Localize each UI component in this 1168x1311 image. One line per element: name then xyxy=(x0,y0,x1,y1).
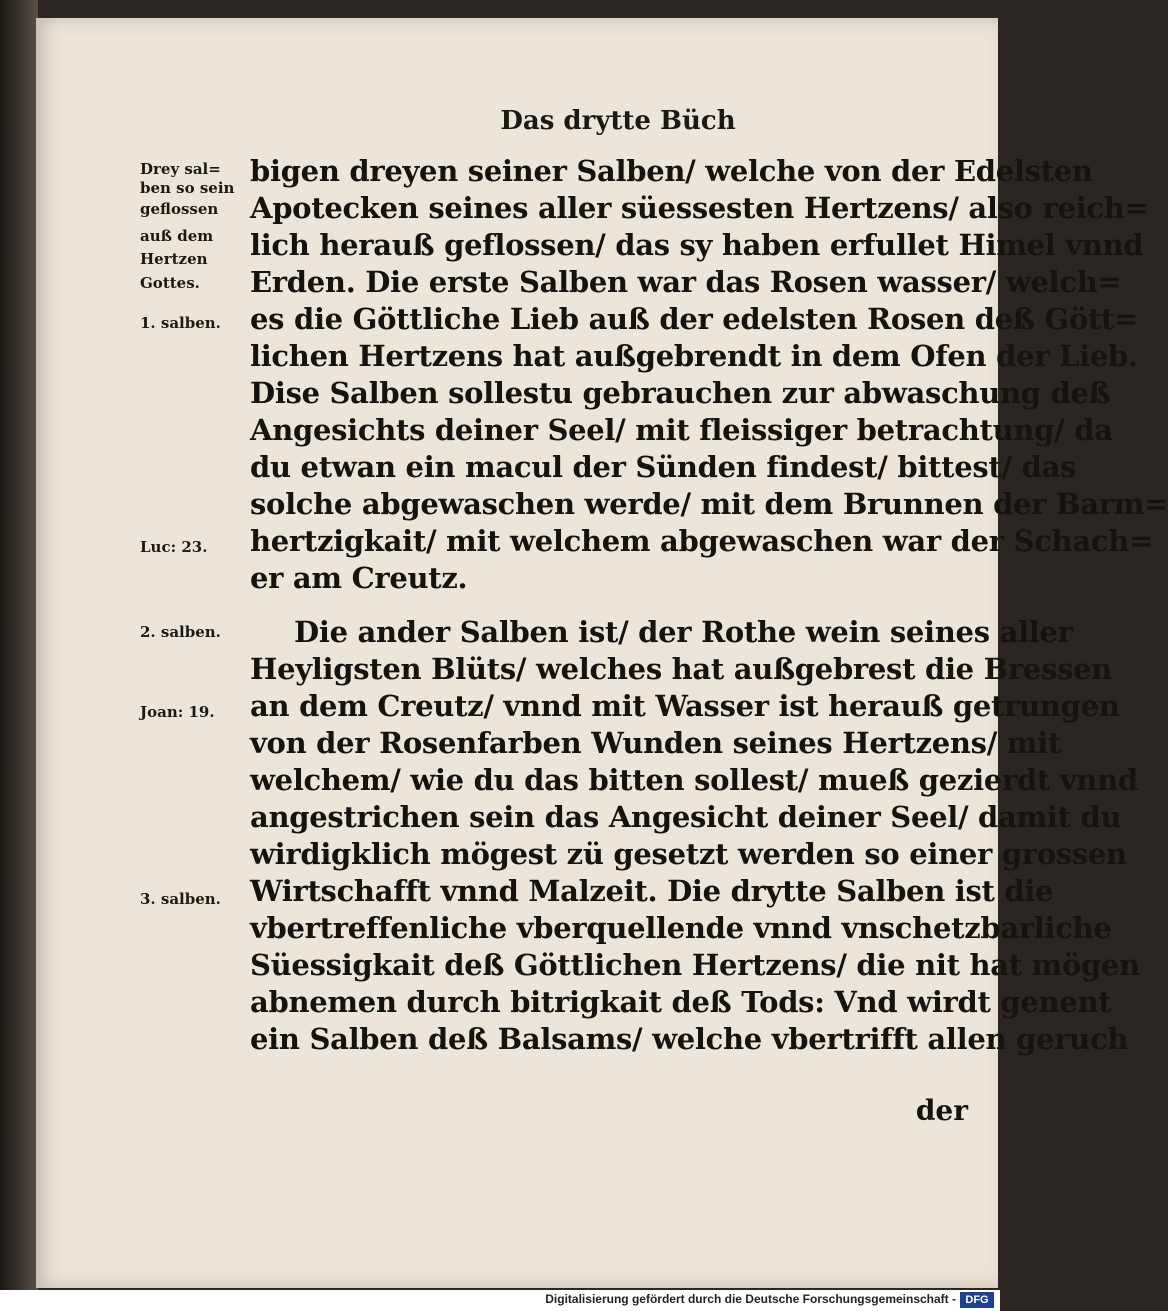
margin-note: Hertzen xyxy=(140,250,208,268)
text-line: er am Creutz. xyxy=(250,561,468,595)
text-line: hertzigkait/ mit welchem abgewaschen war der Schach= xyxy=(250,524,1153,558)
margin-note: Gottes. xyxy=(140,274,200,292)
text-line: Apotecken seines aller süessesten Hertzens/ also reich= xyxy=(250,191,1149,225)
catchword: der xyxy=(915,1094,968,1127)
margin-note: Drey sal= xyxy=(140,160,221,178)
margin-note: auß dem xyxy=(140,227,214,245)
margin-note: 2. salben. xyxy=(140,623,221,641)
margin-note: ben so sein xyxy=(140,179,235,197)
book-spine-edge xyxy=(0,0,38,1311)
text-line: welchem/ wie du das bitten sollest/ mueß gezierdt vnnd xyxy=(250,763,1138,797)
text-line: angestrichen sein das Angesicht deiner Seel/ damit du xyxy=(250,800,1122,834)
text-line: solche abgewaschen werde/ mit dem Brunnen der Barm= xyxy=(250,487,1168,521)
text-line: an dem Creutz/ vnnd mit Wasser ist herauß getrungen xyxy=(250,689,1120,723)
text-line: lichen Hertzens hat außgebrendt in dem Ofen der Lieb. xyxy=(250,339,1138,373)
text-line: Die ander Salben ist/ der Rothe wein seines aller xyxy=(294,615,1073,649)
margin-note: geflossen xyxy=(140,200,219,218)
text-line: bigen dreyen seiner Salben/ welche von der Edelsten xyxy=(250,154,1093,188)
text-line: lich herauß geflossen/ das sy haben erfullet Himel vnnd xyxy=(250,228,1144,262)
margin-note: Joan: 19. xyxy=(140,703,215,721)
text-line: abnemen durch bitrigkait deß Tods: Vnd wirdt genent xyxy=(250,985,1112,1019)
text-line: Angesichts deiner Seel/ mit fleissiger betrachtung/ da xyxy=(250,413,1113,447)
text-line: ein Salben deß Balsams/ welche vbertrifft allen geruch xyxy=(250,1022,1129,1056)
dfg-logo: DFG xyxy=(960,1292,994,1308)
footer-credit: Digitalisierung gefördert durch die Deutsche Forschungsgemeinschaft - xyxy=(545,1292,956,1306)
margin-note: Luc: 23. xyxy=(140,538,208,556)
text-line: Dise Salben sollestu gebrauchen zur abwaschung deß xyxy=(250,376,1111,410)
running-head: Das drytte Büch xyxy=(500,106,736,136)
margin-note: 1. salben. xyxy=(140,314,221,332)
text-line: vbertreffenliche vberquellende vnnd vnschetzbarliche xyxy=(250,911,1112,945)
margin-note: 3. salben. xyxy=(140,890,221,908)
book-page xyxy=(36,18,1168,1288)
digitization-footer xyxy=(0,1290,1000,1311)
text-line: wirdigklich mögest zü gesetzt werden so einer grossen xyxy=(250,837,1127,871)
text-line: Süessigkait deß Göttlichen Hertzens/ die nit hat mögen xyxy=(250,948,1140,982)
text-line: von der Rosenfarben Wunden seines Hertzens/ mit xyxy=(250,726,1061,760)
text-line: Erden. Die erste Salben war das Rosen wasser/ welch= xyxy=(250,265,1122,299)
text-line: es die Göttliche Lieb auß der edelsten Rosen deß Gött= xyxy=(250,302,1139,336)
text-line: du etwan ein macul der Sünden findest/ bittest/ das xyxy=(250,450,1077,484)
text-line: Wirtschafft vnnd Malzeit. Die drytte Salben ist die xyxy=(250,874,1054,908)
text-line: Heyligsten Blüts/ welches hat außgebrest die Bressen xyxy=(250,652,1112,686)
